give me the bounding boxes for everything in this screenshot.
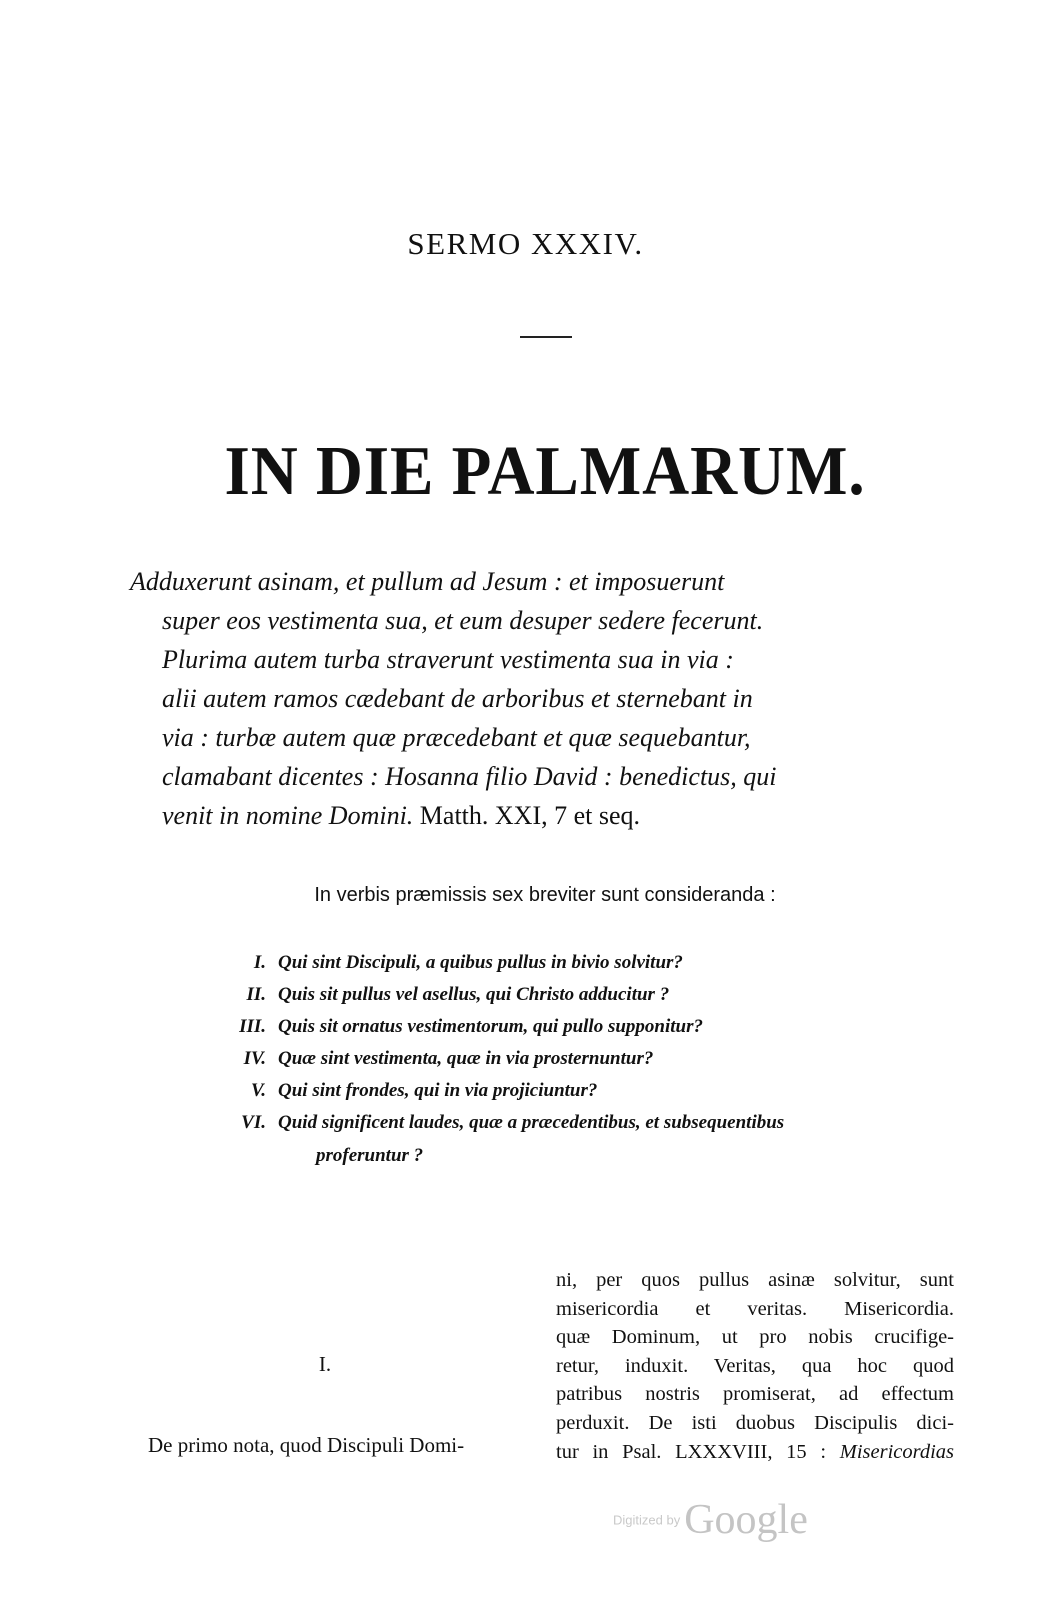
point-text: Quid significent laudes, quæ a præcedentibus, et subsequentibus [278, 1112, 785, 1133]
scripture-reference: Matth. XXI, 7 et seq. [419, 801, 641, 830]
epigraph-line: super eos vestimenta sua, et eum desuper sedere fecerunt. [162, 606, 764, 635]
left-column-line: De primo nota, quod Discipuli Domi- [148, 1433, 465, 1457]
body-last-line-italic: Misericordias [839, 1440, 955, 1463]
point-text: Qui sint Discipuli, a quibus pullus in bivio solvitur? [278, 952, 683, 973]
epigraph-last-italic: venit in nomine Domini. [162, 801, 414, 830]
intro-sentence: In verbis præmissis sex breviter sunt consideranda : [314, 884, 776, 906]
epigraph-line: clamabant dicentes : Hosanna filio David : benedictus, qui [162, 762, 777, 791]
point-number: V. [251, 1080, 266, 1101]
point-item [253, 952, 683, 974]
page-title: IN DIE PALMARUM. [224, 433, 866, 510]
epigraph-last-line [130, 796, 970, 835]
point-text: Quæ sint vestimenta, quæ in via prosternuntur? [278, 1048, 654, 1069]
body-line: perduxit. De isti duobus Discipulis dici- [556, 1411, 954, 1434]
point-text: Quis sit pullus vel asellus, qui Christo adducitur ? [278, 984, 670, 1005]
body-line: ni, per quos pullus asinæ solvitur, sunt [556, 1269, 954, 1291]
body-line: quæ Dominum, ut pro nobis crucifige- [556, 1326, 954, 1349]
body-last-line [556, 1438, 954, 1467]
body-last-line-start: tur in Psal. LXXXVIII, 15 : [556, 1440, 827, 1463]
digitized-by-text: Digitized by [613, 1512, 681, 1528]
point-number: III. [239, 1016, 266, 1037]
body-line: misericordia et veritas. Misericordia. [556, 1297, 954, 1320]
epigraph [130, 562, 970, 835]
digitized-watermark [613, 1496, 808, 1544]
point-number: VI. [241, 1112, 266, 1133]
epigraph-line: Adduxerunt asinam, et pullum ad Jesum : et imposuerunt [130, 567, 725, 596]
point-continuation [316, 1145, 423, 1167]
point-item [241, 1112, 785, 1134]
point-number: II. [246, 984, 266, 1005]
point-item [246, 984, 670, 1006]
section-number: I. [318, 1352, 332, 1376]
epigraph-line: Plurima autem turba straverunt vestimenta sua in via : [162, 645, 734, 674]
epigraph-line: alii autem ramos cædebant de arboribus et sternebant in [162, 684, 753, 713]
divider-rule [520, 336, 572, 338]
point-item [243, 1048, 654, 1070]
point-number: IV. [243, 1048, 266, 1069]
body-line: retur, induxit. Veritas, qua hoc quod [556, 1354, 954, 1377]
epigraph-line: via : turbæ autem quæ præcedebant et quæ sequebantur, [162, 723, 751, 752]
point-item [239, 1016, 703, 1038]
body-line: patribus nostris promiserat, ad effectum [556, 1383, 954, 1406]
google-logo: Google [684, 1497, 808, 1543]
point-number: I. [253, 952, 266, 973]
point-text: proferuntur ? [316, 1145, 424, 1166]
point-item [251, 1080, 598, 1102]
point-text: Quis sit ornatus vestimentorum, qui pullo supponitur? [278, 1016, 703, 1037]
right-column [556, 1266, 954, 1466]
sermon-number: SERMO XXXIV. [407, 226, 644, 261]
point-text: Qui sint frondes, qui in via projiciuntur? [278, 1080, 598, 1101]
